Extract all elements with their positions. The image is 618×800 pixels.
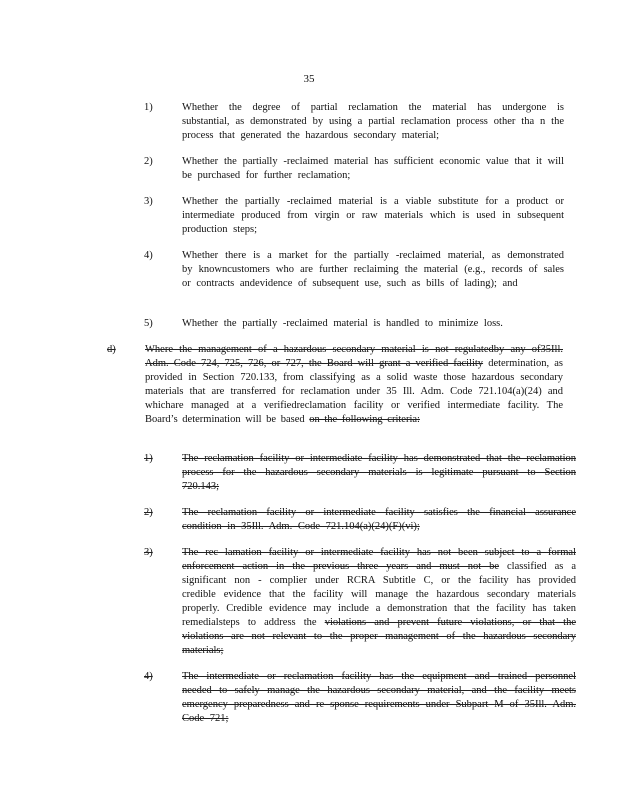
paragraph-text: [145, 343, 563, 427]
item-number: 4): [144, 250, 153, 261]
struck-text: Where the management of a hazardous secondary material is not regulatedby any of35Ill. Adm. Code 724, 725, 726, or 727, the Board will grant a verified facility: [145, 344, 563, 369]
item-text: Whether the partially -reclaimed material has sufficient economic value that it will be purchased for further reclamation;: [182, 156, 564, 181]
item-text: The reclamation facility or intermediate facility satisfies the financial assurance condition in 35Ill. Adm. Code 721.104(a)(24)(F)(vi);: [182, 507, 576, 532]
plain-text: determination, as provided in Section 720.133, from classifying as a solid waste those hazardous secondary materials that are transferred for reclamation under 35 Ill. Adm. Code 721.104(a)(24) and whichare managed at a verifiedreclamation facility or verified intermediate facility. The Board’s determination will be based: [145, 358, 563, 425]
item-number: 2): [144, 156, 153, 167]
item-text: The intermediate or reclamation facility has the equipment and trained personnel needed to safely manage the hazardous secondary material, and the facility meets emergency preparedness and re sponse requirements under Subpart M of 35Ill. Adm. Code 721;: [182, 671, 576, 724]
item-text: The reclamation facility or intermediate facility has demonstrated that the reclamation process for the hazardous secondary materials is legitimate pursuant to Section 720.143;: [182, 453, 576, 492]
item-number: 2): [144, 507, 153, 518]
item-text: Whether the degree of partial reclamation the material has undergone is substantial, as demonstrated by using a partial reclamation process other tha n the process that generated the hazardous secondary material;: [182, 102, 564, 141]
struck-text: The rec lamation facility or intermediate facility has not been subject to a formal enforcement action in the previous three years and must not be: [182, 547, 576, 572]
item-number: 3): [144, 547, 153, 558]
item-text: Whether the partially -reclaimed material is handled to minimize loss.: [182, 318, 503, 329]
page-number: 35: [303, 73, 315, 85]
item-number: 1): [144, 453, 153, 464]
item-number: 3): [144, 196, 153, 207]
struck-text: violations and prevent future violations, or that the violations are not relevant to the proper management of the hazardous secondary materials;: [182, 617, 577, 656]
paragraph-letter: d): [107, 344, 116, 355]
item-text: [182, 546, 576, 658]
item-number: 1): [144, 102, 153, 113]
struck-text: on the following criteria:: [309, 414, 420, 425]
plain-text: classified as a significant non - complier under RCRA Subtitle C, or the facility has provided credible evidence that the facility will manage the hazardous secondary materials properly. Credible evidence may include a demonstration that the facility has taken remedialsteps to address the: [182, 561, 577, 628]
item-number: 5): [144, 318, 153, 329]
item-text: Whether the partially -reclaimed material is a viable substitute for a product or intermediate produced from virgin or raw materials which is used in subsequent production steps;: [182, 196, 564, 235]
item-text: Whether there is a market for the partially -reclaimed material, as demonstrated by knowncustomers who are further reclaiming the material (e.g., records of sales or contracts andevidence of subsequent use, such as bills of lading); and: [182, 250, 564, 289]
item-number: 4): [144, 671, 153, 682]
